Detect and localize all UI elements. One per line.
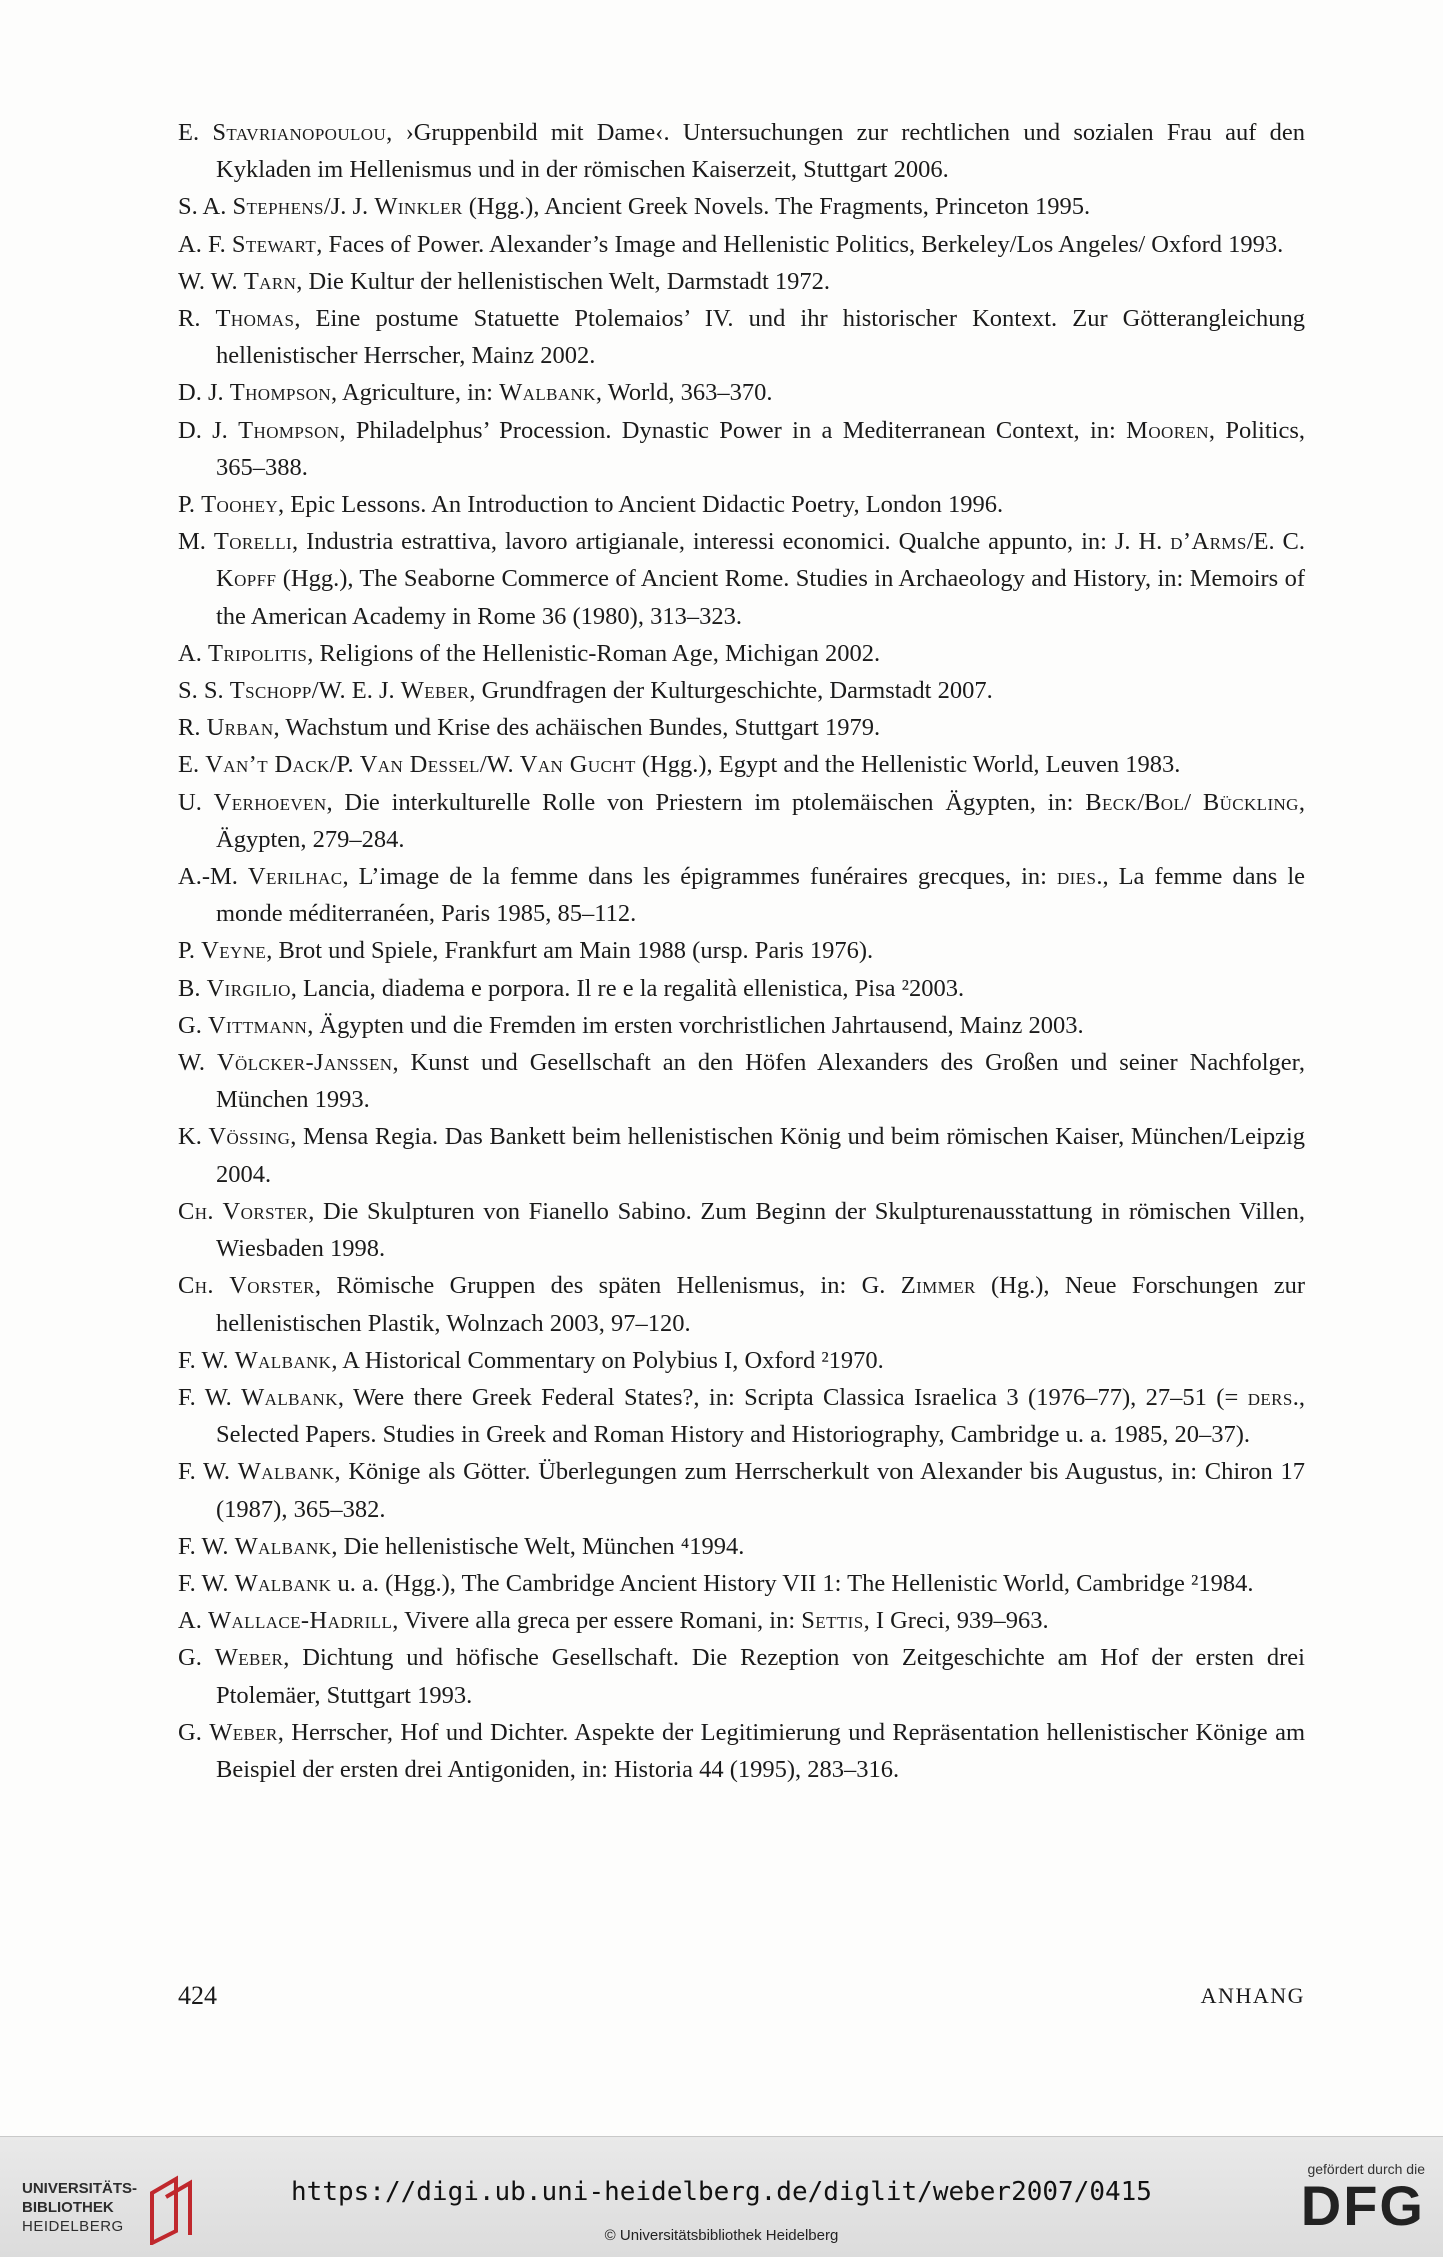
bibliography-entry bbox=[178, 932, 1305, 969]
author-name: Bol bbox=[1144, 788, 1185, 816]
author-name: Winkler bbox=[374, 193, 463, 221]
author-name: Van Dessel bbox=[359, 751, 480, 779]
bibliography-entry bbox=[178, 746, 1305, 783]
entry-text: , Kunst und Gesellschaft an den Höfen Alexanders des Großen und seiner Nachfolger, München 1993. bbox=[216, 1049, 1305, 1114]
entry-text: W. W. bbox=[178, 267, 244, 295]
bibliography-entry bbox=[178, 1565, 1305, 1602]
author-name: Settis bbox=[801, 1607, 864, 1635]
entry-text: (Hg.), Neue Forschungen zur hellenistischen Plastik, Wolnzach 2003, 97–120. bbox=[216, 1272, 1305, 1337]
author-name: Walbank bbox=[234, 1346, 332, 1374]
entry-text: F. W. bbox=[178, 1458, 238, 1486]
entry-text: , Politics, 365–388. bbox=[216, 416, 1306, 481]
entry-text: , Brot und Spiele, Frankfurt am Main 1988 (ursp. Paris 1976). bbox=[266, 937, 874, 965]
bibliography-entry bbox=[178, 970, 1305, 1007]
entry-text: F. W. bbox=[178, 1532, 235, 1560]
entry-text: , World, 363–370. bbox=[595, 379, 773, 407]
entry-text: , Eine postume Statuette Ptolemaios’ IV. und ihr historischer Kontext. Zur Götterangleichung hellenistischer Herrscher, Mainz 2002. bbox=[216, 305, 1306, 370]
entry-text: / bbox=[1137, 788, 1145, 816]
bibliography-entry bbox=[178, 1453, 1305, 1527]
entry-text: F. W. bbox=[178, 1383, 242, 1411]
bibliography-entry bbox=[178, 635, 1305, 672]
author-name: Vössing bbox=[208, 1123, 291, 1151]
author-name: Van Gucht bbox=[519, 751, 636, 779]
entry-text: , Religions of the Hellenistic-Roman Age, Michigan 2002. bbox=[307, 639, 881, 667]
entry-text: B. bbox=[178, 974, 207, 1002]
author-name: Bückling bbox=[1202, 788, 1299, 816]
entry-text: , Vivere alla greca per essere Romani, in: bbox=[392, 1607, 802, 1635]
entry-text: , Dichtung und höfische Gesellschaft. Die Rezeption von Zeitgeschichte am Hof der ersten drei Ptolemäer, Stuttgart 1993. bbox=[216, 1644, 1305, 1709]
bibliography-entry bbox=[178, 1342, 1305, 1379]
author-name: Thompson bbox=[229, 379, 332, 407]
entry-text: (Hgg.), Egypt and the Hellenistic World, Leuven 1983. bbox=[635, 751, 1181, 779]
bibliography-entry bbox=[178, 523, 1305, 635]
bibliography-entry bbox=[178, 1379, 1305, 1453]
entry-text: , Faces of Power. Alexander’s Image and Hellenistic Politics, Berkeley/Los Angeles/ Oxford 1993. bbox=[316, 230, 1284, 258]
entry-text: /J. J. bbox=[323, 193, 375, 221]
author-name: Verhoeven bbox=[213, 788, 327, 816]
running-head: ANHANG bbox=[1200, 1983, 1305, 2008]
entry-text: U. bbox=[178, 788, 214, 816]
page-number: 424 bbox=[178, 1981, 217, 2010]
author-name: Walbank bbox=[237, 1458, 335, 1486]
author-name: Vittmann bbox=[207, 1011, 308, 1039]
bibliography-entry bbox=[178, 1602, 1305, 1639]
entry-text: , Industria estrattiva, lavoro artigianale, interessi economici. Qualche appunto, in: J. H. bbox=[292, 528, 1171, 556]
copyright-notice: © Universitätsbibliothek Heidelberg bbox=[604, 2227, 839, 2244]
entry-text: P. bbox=[178, 491, 202, 519]
author-name: Wallace-Hadrill bbox=[207, 1607, 393, 1635]
entry-text: , Were there Greek Federal States?, in: Scripta Classica Israelica 3 (1976–77), 27–51 (= bbox=[337, 1383, 1248, 1411]
bibliography-entry bbox=[178, 1044, 1305, 1118]
dfg-funding-logo[interactable] bbox=[1265, 2161, 1425, 2251]
funding-text: gefördert durch die bbox=[1307, 2161, 1425, 2177]
author-name: Tarn bbox=[243, 267, 297, 295]
author-name: Urban bbox=[206, 714, 274, 742]
entry-text: , Die Kultur der hellenistischen Welt, Darmstadt 1972. bbox=[296, 267, 831, 295]
author-name: Ch. Vorster bbox=[178, 1272, 315, 1300]
entry-text: G. bbox=[178, 1644, 215, 1672]
entry-text: , Die Skulpturen von Fianello Sabino. Zum Beginn der Skulpturenausstattung in römischen Villen, Wiesbaden 1998. bbox=[216, 1197, 1305, 1263]
author-name: Stavrianopoulou bbox=[212, 119, 387, 146]
bibliography-list bbox=[178, 114, 1305, 1788]
dfg-logo-text: DFG bbox=[1300, 2174, 1425, 2237]
entry-text: , Ägypten, 279–284. bbox=[216, 788, 1305, 853]
entry-text: , Lancia, diadema e porpora. Il re e la regalità ellenistica, Pisa ²2003. bbox=[290, 974, 965, 1002]
entry-text: /E. C. bbox=[1246, 528, 1305, 556]
author-name: Tripolitis bbox=[207, 639, 308, 667]
author-name: Walbank bbox=[499, 379, 596, 407]
entry-text: S. A. bbox=[178, 193, 233, 221]
entry-text: G. bbox=[178, 1011, 208, 1039]
entry-text: , Könige als Götter. Überlegungen zum Herrscherkult von Alexander bis Augustus, in: Chiron 17 (1987), 365–382. bbox=[216, 1458, 1305, 1523]
bibliography-entry bbox=[178, 114, 1305, 188]
bibliography-entry bbox=[178, 1007, 1305, 1044]
entry-text: F. W. bbox=[178, 1569, 235, 1597]
entry-text: E. bbox=[178, 119, 213, 146]
author-name: Walbank bbox=[234, 1532, 332, 1560]
entry-text: D. J. bbox=[178, 416, 239, 444]
entry-text: R. bbox=[178, 714, 207, 742]
author-name: dies bbox=[1056, 863, 1097, 891]
bibliography-entry bbox=[178, 1639, 1305, 1713]
author-name: Walbank bbox=[234, 1569, 332, 1597]
entry-text: , L’image de la femme dans les épigrammes funéraires grecques, in: bbox=[342, 863, 1057, 891]
entry-text: /W. E. J. bbox=[311, 677, 401, 705]
bibliography-entry bbox=[178, 1118, 1305, 1192]
entry-text: G. bbox=[178, 1718, 210, 1746]
author-name: Toohey bbox=[201, 491, 279, 519]
entry-text: /P. bbox=[329, 751, 360, 779]
entry-text: M. bbox=[178, 528, 214, 556]
entry-text: E. bbox=[178, 751, 206, 779]
entry-text: A. bbox=[178, 639, 208, 667]
bibliography-entry bbox=[178, 709, 1305, 746]
bibliography-entry bbox=[178, 486, 1305, 523]
author-name: Stewart bbox=[231, 230, 317, 258]
author-name: Mooren bbox=[1126, 416, 1209, 444]
author-name: Weber bbox=[209, 1718, 278, 1746]
logo-line-2: BIBLIOTHEK bbox=[22, 2199, 114, 2216]
author-name: Virgilio bbox=[206, 974, 291, 1002]
author-name: Zimmer bbox=[900, 1272, 976, 1300]
author-name: Beck bbox=[1085, 788, 1138, 816]
entry-text: S. S. bbox=[178, 677, 230, 705]
bibliography-entry bbox=[178, 858, 1305, 932]
entry-text: , Epic Lessons. An Introduction to Ancient Didactic Poetry, London 1996. bbox=[278, 491, 1004, 519]
logo-line-1: UNIVERSITÄTS- bbox=[22, 2180, 138, 2197]
bibliography-entry bbox=[178, 1267, 1305, 1341]
author-name: Stephens bbox=[232, 193, 324, 221]
bibliography-entry bbox=[178, 263, 1305, 300]
author-name: Walbank bbox=[241, 1383, 338, 1411]
entry-text: R. bbox=[178, 305, 216, 333]
entry-text: , Herrscher, Hof und Dichter. Aspekte der Legitimierung und Repräsentation hellenistischer Könige am Beispiel der ersten drei Antigoniden, in: Historia 44 (1995), 283–316. bbox=[216, 1718, 1305, 1783]
entry-text: , Philadelphus’ Procession. Dynastic Power in a Mediterranean Context, in: bbox=[339, 416, 1127, 444]
bibliography-entry bbox=[178, 300, 1305, 374]
entry-text: /W. bbox=[479, 751, 520, 779]
author-name: Weber bbox=[400, 677, 470, 705]
entry-text: , I Greci, 939–963. bbox=[863, 1607, 1049, 1635]
entry-text: ., La femme dans le monde méditerranéen, Paris 1985, 85–112. bbox=[216, 863, 1306, 928]
entry-text: K. bbox=[178, 1123, 209, 1151]
bibliography-entry bbox=[178, 188, 1305, 225]
entry-text: A.-M. bbox=[178, 863, 248, 891]
entry-text: u. a. (Hgg.), The Cambridge Ancient History VII 1: The Hellenistic World, Cambridge ²1984. bbox=[331, 1569, 1254, 1597]
bibliography-entry bbox=[178, 1528, 1305, 1565]
entry-text: , A Historical Commentary on Polybius I, Oxford ²1970. bbox=[331, 1346, 884, 1374]
author-name: ders bbox=[1247, 1383, 1293, 1411]
bibliography-entry bbox=[178, 1193, 1305, 1267]
permalink-url[interactable]: https://digi.ub.uni-heidelberg.de/diglit/weber2007/0415 bbox=[291, 2177, 1152, 2207]
author-name: Weber bbox=[214, 1644, 284, 1672]
bibliography-entry bbox=[178, 374, 1305, 411]
entry-text: , Grundfragen der Kulturgeschichte, Darmstadt 2007. bbox=[469, 677, 993, 705]
author-name: Torelli bbox=[213, 528, 293, 556]
entry-text: D. J. bbox=[178, 379, 230, 407]
entry-text: ., Selected Papers. Studies in Greek and Roman History and Historiography, Cambridge u. a. 1985, 20–37). bbox=[216, 1383, 1305, 1449]
author-name: Thompson bbox=[238, 416, 340, 444]
author-name: Thomas bbox=[215, 305, 295, 333]
entry-text: W. bbox=[178, 1049, 217, 1077]
bibliography-entry bbox=[178, 784, 1305, 858]
author-name: Völcker-Janssen bbox=[216, 1049, 393, 1077]
logo-line-3: HEIDELBERG bbox=[22, 2218, 124, 2235]
entry-text: , Die hellenistische Welt, München ⁴1994. bbox=[331, 1532, 745, 1560]
author-name: Van’t Dack bbox=[205, 751, 330, 779]
entry-text: P. bbox=[178, 937, 202, 965]
author-name: Ch. Vorster bbox=[178, 1197, 309, 1225]
entry-text: F. W. bbox=[178, 1346, 235, 1374]
author-name: Verilhac bbox=[247, 863, 343, 891]
author-name: Veyne bbox=[201, 937, 267, 965]
entry-text: , Wachstum und Krise des achäischen Bundes, Stuttgart 1979. bbox=[273, 714, 881, 742]
entry-text: A. F. bbox=[178, 230, 232, 258]
author-name: Tschopp bbox=[229, 677, 312, 705]
entry-text: / bbox=[1184, 788, 1203, 816]
entry-text: (Hgg.), Ancient Greek Novels. The Fragments, Princeton 1995. bbox=[462, 193, 1091, 221]
viewer-footer bbox=[0, 2136, 1443, 2257]
entry-text: , Die interkulturelle Rolle von Priestern im ptolemäischen Ägypten, in: bbox=[326, 788, 1086, 816]
entry-text: , Mensa Regia. Das Bankett beim hellenistischen König und beim römischen Kaiser, München/Leipzig 2004. bbox=[216, 1123, 1305, 1188]
entry-text: , Ägypten und die Fremden im ersten vorchristlichen Jahrtausend, Mainz 2003. bbox=[307, 1011, 1084, 1039]
author-name: d’Arms bbox=[1170, 528, 1247, 556]
author-name: Kopff bbox=[216, 565, 277, 593]
bibliography-entry bbox=[178, 672, 1305, 709]
bibliography-entry bbox=[178, 1714, 1305, 1788]
entry-text: , Römische Gruppen des späten Hellenismus, in: G. bbox=[314, 1272, 901, 1300]
entry-text: , ›Gruppenbild mit Dame‹. Untersuchungen zur rechtlichen und sozialen Frau auf den Kykladen im Hellenismus und in der römischen Kaiserzeit, Stuttgart 2006. bbox=[216, 119, 1306, 184]
entry-text: , Agriculture, in: bbox=[331, 379, 500, 407]
entry-text: (Hgg.), The Seaborne Commerce of Ancient Rome. Studies in Archaeology and History, in: Memoirs of the American Academy in Rome 36 (1980), 313–323. bbox=[216, 565, 1305, 630]
entry-text: A. bbox=[178, 1607, 208, 1635]
bibliography-entry bbox=[178, 226, 1305, 263]
bibliography-entry bbox=[178, 412, 1305, 486]
